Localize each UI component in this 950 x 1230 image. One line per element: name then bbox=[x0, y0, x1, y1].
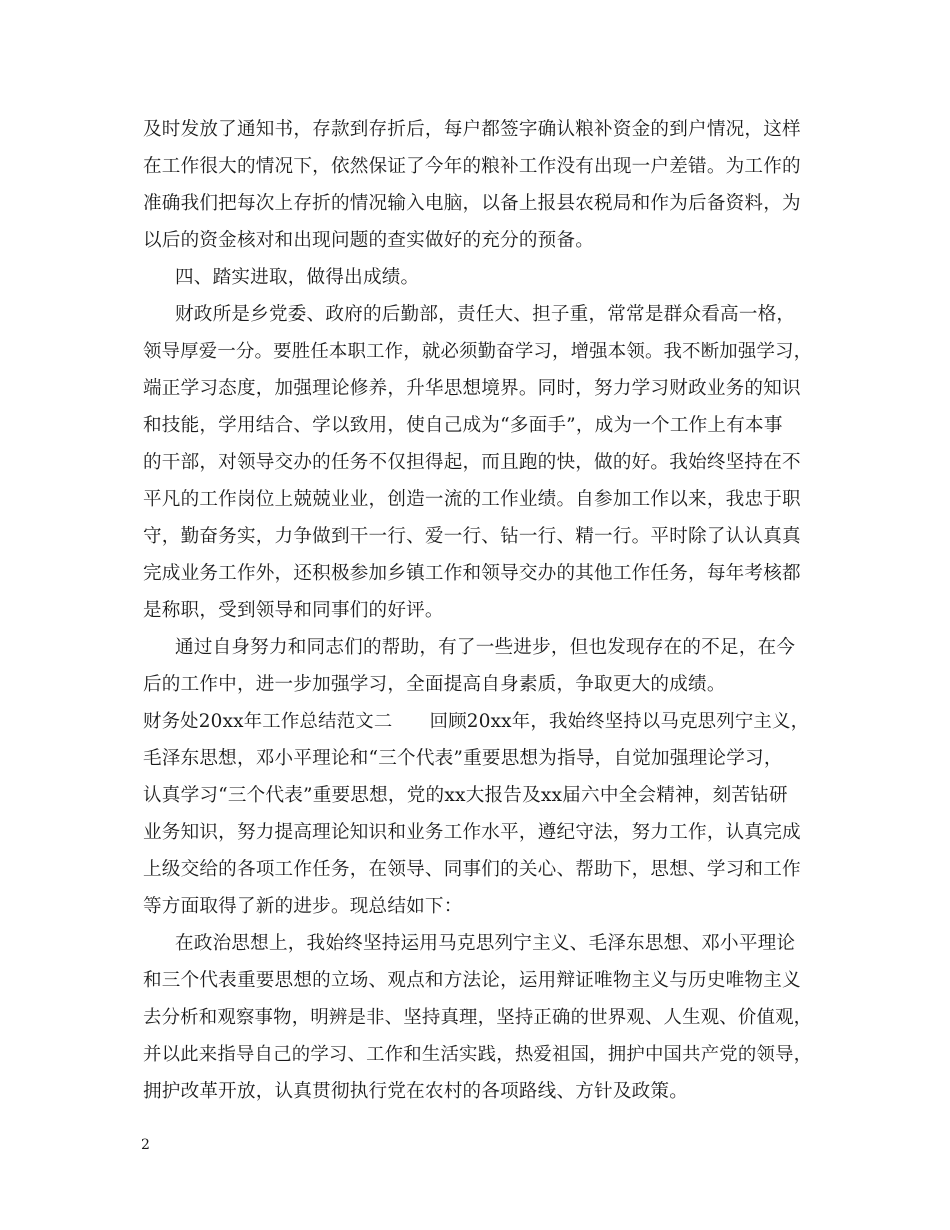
text-line: 业务知识，努力提高理论知识和业务工作水平，遵纪守法，努力工作，认真完成 bbox=[143, 822, 801, 843]
document-body bbox=[143, 111, 815, 1110]
text-line: 后的工作中，进一步加强学习，全面提高自身素质，争取更大的成绩。 bbox=[143, 674, 726, 695]
text-line: 准确我们把每次上存折的情况输入电脑，以备上报县农税局和作为后备资料，为 bbox=[143, 193, 801, 214]
text-line: 等方面取得了新的进步。现总结如下： bbox=[143, 896, 463, 917]
text-line: 领导厚爱一分。要胜任本职工作，就必须勤奋学习，增强本领。我不断加强学习， bbox=[143, 341, 813, 362]
text-line: 完成业务工作外，还积极参加乡镇工作和领导交办的其他工作任务，每年考核都 bbox=[143, 563, 801, 584]
text-line: 端正学习态度，加强理论修养，升华思想境界。同时，努力学习财政业务的知识 bbox=[143, 378, 801, 399]
paragraph-first-line: 财政所是乡党委、政府的后勤部，责任大、担子重，常常是群众看高一格， bbox=[175, 304, 796, 325]
text-line: 和三个代表重要思想的立场、观点和方法论，运用辩证唯物主义与历史唯物主义 bbox=[143, 970, 801, 991]
text-line: 认真学习“三个代表”重要思想，党的xx大报告及xx届六中全会精神，刻苦钻研 bbox=[143, 785, 788, 806]
text-line: 以后的资金核对和出现问题的查实做好的充分的预备。 bbox=[143, 230, 595, 251]
text-line: 财务处20xx年工作总结范文二 回顾20xx年，我始终坚持以马克思列宁主义， bbox=[143, 711, 810, 732]
text-line: 并以此来指导自己的学习、工作和生活实践，热爱祖国，拥护中国共产党的领导， bbox=[143, 1044, 813, 1065]
text-line: 拥护改革开放，认真贯彻执行党在农村的各项路线、方针及政策。 bbox=[143, 1081, 689, 1102]
text-line: 毛泽东思想，邓小平理论和“三个代表”重要思想为指导，自觉加强理论学习， bbox=[143, 748, 783, 769]
text-line: 和技能，学用结合、学以致用，使自己成为“多面手”，成为一个工作上有本事 bbox=[143, 415, 783, 436]
text-line: 的干部，对领导交办的任务不仅担得起，而且跑的快，做的好。我始终坚持在不 bbox=[143, 452, 801, 473]
paragraph-first-line: 通过自身努力和同志们的帮助，有了一些进步，但也发现存在的不足，在今 bbox=[175, 637, 796, 658]
text-line: 去分析和观察事物，明辨是非、坚持真理，坚持正确的世界观、人生观、价值观， bbox=[143, 1007, 813, 1028]
text-line: 平凡的工作岗位上兢兢业业，创造一流的工作业绩。自参加工作以来，我忠于职 bbox=[143, 489, 801, 510]
page-number: 2 bbox=[141, 1137, 150, 1153]
text-line: 守，勤奋务实，力争做到干一行、爱一行、钻一行、精一行。平时除了认认真真 bbox=[143, 526, 801, 547]
text-line: 上级交给的各项工作任务，在领导、同事们的关心、帮助下，思想、学习和工作 bbox=[143, 859, 801, 880]
paragraph-first-line: 四、踏实进取，做得出成绩。 bbox=[175, 267, 420, 288]
paragraph-first-line: 在政治思想上，我始终坚持运用马克思列宁主义、毛泽东思想、邓小平理论 bbox=[175, 933, 796, 954]
text-line: 在工作很大的情况下，依然保证了今年的粮补工作没有出现一户差错。为工作的 bbox=[143, 156, 801, 177]
text-line: 及时发放了通知书，存款到存折后，每户都签字确认粮补资金的到户情况，这样 bbox=[143, 119, 801, 140]
text-line: 是称职，受到领导和同事们的好评。 bbox=[143, 600, 444, 621]
